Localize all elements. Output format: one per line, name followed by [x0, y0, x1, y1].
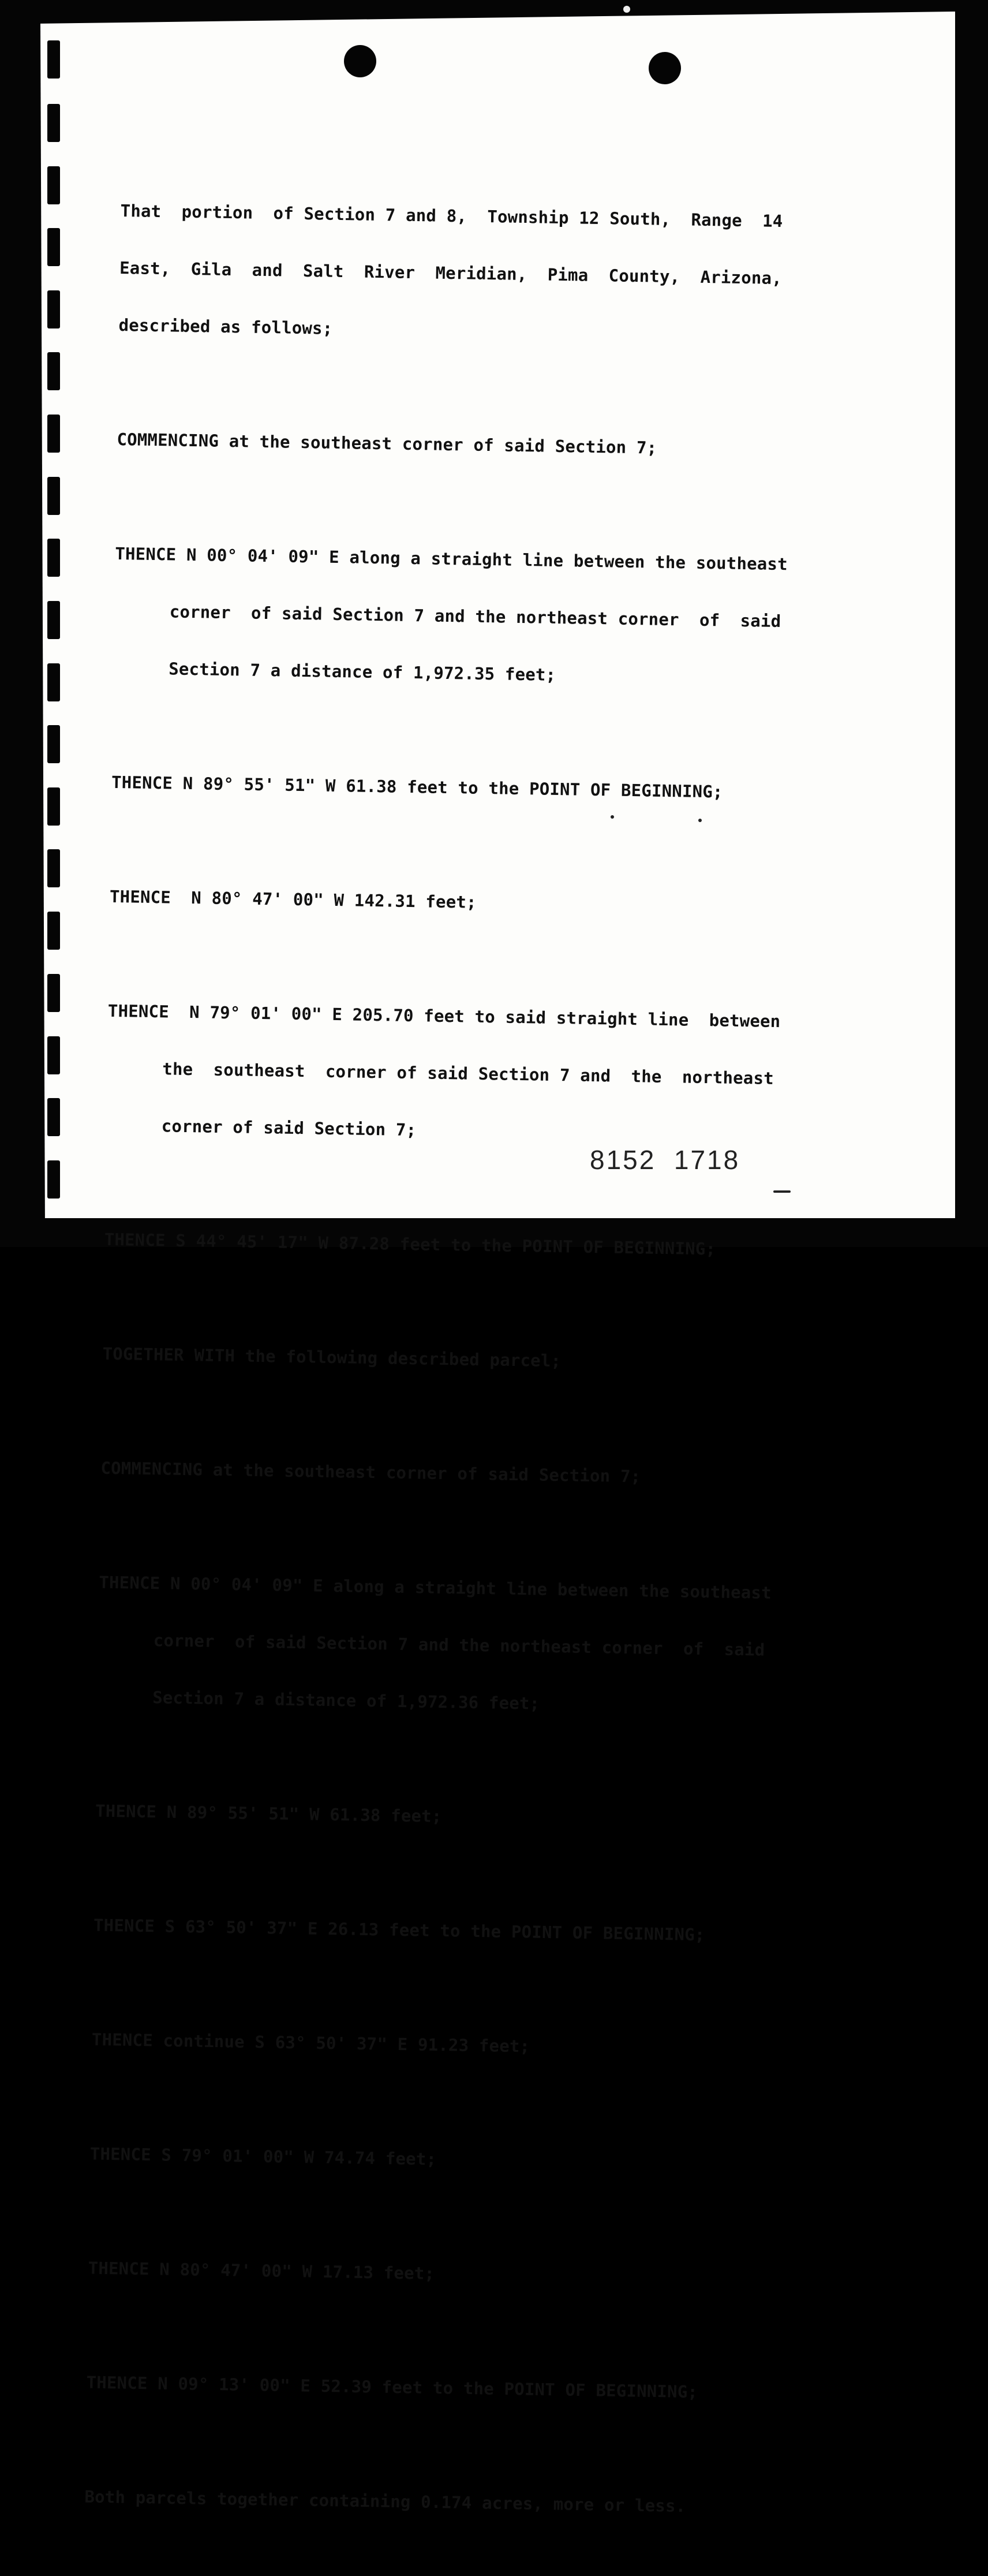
text-line: Both parcels together containing 0.174 acres, more or less.: [84, 2487, 686, 2516]
paragraph-12: [93, 1878, 902, 1986]
edge-perforation-mark: [47, 1098, 60, 1136]
paragraph-16: [85, 2335, 895, 2443]
legal-description: [84, 163, 929, 2576]
text-line: corner of said Section 7 and the northeast corner of said: [153, 1630, 765, 1660]
paragraph-15: [87, 2221, 896, 2329]
text-line: Section 7 a distance of 1,972.35 feet;: [168, 659, 556, 685]
edge-perforation-mark: [47, 725, 60, 763]
edge-perforation-mark: [47, 415, 60, 453]
text-line: THENCE continue S 63° 50' 37" E 91.23 feet;: [91, 2029, 530, 2056]
edge-perforation-mark: [47, 228, 60, 266]
binder-hole-left: [344, 45, 376, 77]
text-line: COMMENCING at the southeast corner of said Section 7;: [117, 429, 657, 458]
paragraph-4: [111, 735, 920, 843]
text-line: East, Gila and Salt River Meridian, Pima County, Arizona,: [119, 257, 783, 289]
edge-perforation-mark: [47, 912, 60, 950]
scan-speck: [623, 6, 630, 13]
scan-speck: [773, 1190, 791, 1193]
paragraph-8: [102, 1306, 911, 1414]
text-line: THENCE N 09° 13' 00" E 52.39 feet to the POINT OF BEGINNING;: [86, 2372, 698, 2402]
edge-perforation-mark: [47, 290, 60, 328]
paragraph-13: [91, 1992, 900, 2100]
edge-perforation-mark: [47, 974, 60, 1012]
binder-hole-right: [649, 52, 681, 84]
edge-perforation-mark: [47, 104, 60, 142]
paragraph-7: [103, 1192, 912, 1300]
text-line: THENCE N 89° 55' 51" W 61.38 feet;: [95, 1801, 442, 1827]
paragraph-1: [118, 163, 929, 386]
edge-perforation-mark: [47, 849, 60, 887]
text-line: That portion of Section 7 and 8, Township 12 South, Range 14: [120, 200, 783, 232]
paragraph-3: [113, 506, 924, 729]
text-line: Section 7 a distance of 1,972.36 feet;: [152, 1688, 540, 1713]
paragraph-6: [106, 964, 917, 1186]
text-line: described as follows;: [118, 315, 333, 338]
edge-perforation-mark: [47, 787, 60, 826]
text-line: THENCE N 89° 55' 51" W 61.38 feet to the POINT OF BEGINNING;: [111, 772, 723, 802]
text-line: the southeast corner of said Section 7 and the northeast: [162, 1059, 774, 1088]
edge-perforation-mark: [47, 1160, 60, 1199]
scan-speck: [698, 819, 702, 822]
text-line: THENCE N 00° 04' 09" E along a straight line between the southeast: [115, 543, 788, 574]
text-line: corner of said Section 7;: [161, 1116, 417, 1140]
edge-perforation-mark: [47, 40, 60, 79]
text-line: THENCE N 00° 04' 09" E along a straight line between the southeast: [99, 1572, 772, 1603]
edge-perforation-mark: [47, 601, 60, 639]
paragraph-9: [100, 1421, 909, 1529]
text-line: TOGETHER WITH the following described parcel;: [102, 1343, 562, 1371]
paragraph-2: [116, 392, 925, 500]
edge-perforation-mark: [47, 477, 60, 515]
paragraph-10: [96, 1535, 908, 1757]
paragraph-17: [84, 2450, 893, 2558]
text-line: THENCE N 80° 47' 00" W 142.31 feet;: [109, 886, 477, 912]
text-line: THENCE N 79° 01' 00" E 205.70 feet to said straight line between: [107, 1000, 781, 1032]
text-line: THENCE N 80° 47' 00" W 17.13 feet;: [88, 2258, 435, 2283]
edge-perforation-mark: [47, 663, 60, 701]
text-line: COMMENCING at the southeast corner of said Section 7;: [100, 1458, 641, 1487]
paragraph-11: [95, 1764, 904, 1872]
edge-perforation-mark: [47, 1036, 60, 1074]
paragraph-14: [89, 2107, 899, 2215]
paragraph-5: [109, 849, 918, 957]
scan-speck: [611, 815, 614, 819]
edge-perforation-mark: [47, 539, 60, 577]
edge-perforation-mark: [47, 166, 60, 204]
text-line: THENCE S 79° 01' 00" W 74.74 feet;: [89, 2144, 437, 2170]
text-line: THENCE S 63° 50' 37" E 26.13 feet to the POINT OF BEGINNING;: [93, 1915, 705, 1945]
document-page-number: 8152 1718: [590, 1145, 740, 1175]
text-line: THENCE S 44° 45' 17" W 87.28 feet to the POINT OF BEGINNING;: [104, 1229, 716, 1259]
edge-perforation-mark: [47, 352, 60, 390]
text-line: corner of said Section 7 and the northeast corner of said: [169, 602, 781, 632]
